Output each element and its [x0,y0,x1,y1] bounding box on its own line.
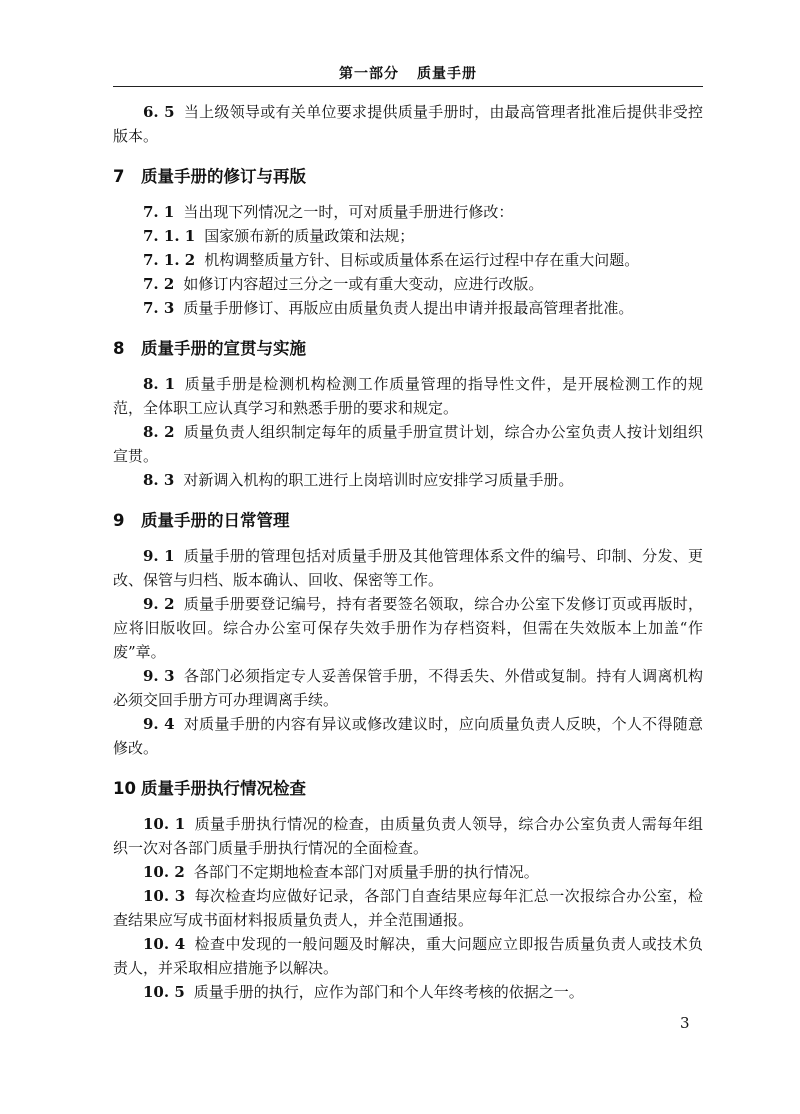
header-part: 第一部分 [339,66,399,82]
page-header [113,63,703,83]
section-heading-9: 9 质量手册的日常管理 [113,511,290,530]
paragraph-8-3: 8. 3 对新调入机构的职工进行上岗培训时应安排学习质量手册。 [143,471,574,489]
paragraph-8-1: 8. 1 质量手册是检测机构检测工作质量管理的指导性文件，是开展检测工作的规范，全体职工应认真学习和熟悉手册的要求和规定。 [113,375,703,417]
header-rule [113,86,703,87]
paragraph-7-1-2: 7. 1. 2 机构调整质量方针、目标或质量体系在运行过程中存在重大问题。 [143,251,640,269]
paragraph-9-1: 9. 1 质量手册的管理包括对质量手册及其他管理体系文件的编号、印制、分发、更改、保管与归档、版本确认、回收、保密等工作。 [113,547,703,589]
paragraph-7-2: 7. 2 如修订内容超过三分之一或有重大变动，应进行改版。 [143,275,544,293]
paragraph-10-4: 10. 4 检查中发现的一般问题及时解决，重大问题应立即报告质量负责人或技术负责人，并采取相应措施予以解决。 [113,935,703,977]
paragraph-10-5: 10. 5 质量手册的执行，应作为部门和个人年终考核的依据之一。 [143,983,584,1001]
paragraph-6-5: 6. 5 当上级领导或有关单位要求提供质量手册时，由最高管理者批准后提供非受控版本。 [113,103,703,145]
paragraph-10-2: 10. 2 各部门不定期地检查本部门对质量手册的执行情况。 [143,863,539,881]
paragraph-9-2: 9. 2 质量手册要登记编号，持有者要签名领取，综合办公室下发修订页或再版时，应将旧版收回。综合办公室可保存失效手册作为存档资料，但需在失效版本上加盖“作废”章。 [113,595,703,661]
paragraph-8-2: 8. 2 质量负责人组织制定每年的质量手册宣贯计划，综合办公室负责人按计划组织宣贯。 [113,423,703,465]
section-heading-7: 7 质量手册的修订与再版 [113,167,306,186]
paragraph-9-4: 9. 4 对质量手册的内容有异议或修改建议时，应向质量负责人反映，个人不得随意修改。 [113,715,703,757]
page-number: 3 [680,1014,690,1032]
paragraph-7-1: 7. 1 当出现下列情况之一时，可对质量手册进行修改： [143,203,514,221]
paragraph-7-3: 7. 3 质量手册修订、再版应由质量负责人提出申请并报最高管理者批准。 [143,299,634,317]
document-body [113,100,703,1004]
section-heading-8: 8 质量手册的宣贯与实施 [113,339,306,358]
paragraph-9-3: 9. 3 各部门必须指定专人妥善保管手册，不得丢失、外借或复制。持有人调离机构必须交回手册方可办理调离手续。 [113,667,703,709]
paragraph-10-1: 10. 1 质量手册执行情况的检查，由质量负责人领导，综合办公室负责人需每年组织一次对各部门质量手册执行情况的全面检查。 [113,815,703,857]
paragraph-10-3: 10. 3 每次检查均应做好记录，各部门自查结果应每年汇总一次报综合办公室，检查结果应写成书面材料报质量负责人，并全范围通报。 [113,887,703,929]
header-title: 质量手册 [417,66,477,82]
paragraph-7-1-1: 7. 1. 1 国家颁布新的质量政策和法规； [143,227,415,245]
section-heading-10: 10 质量手册执行情况检查 [113,779,306,798]
